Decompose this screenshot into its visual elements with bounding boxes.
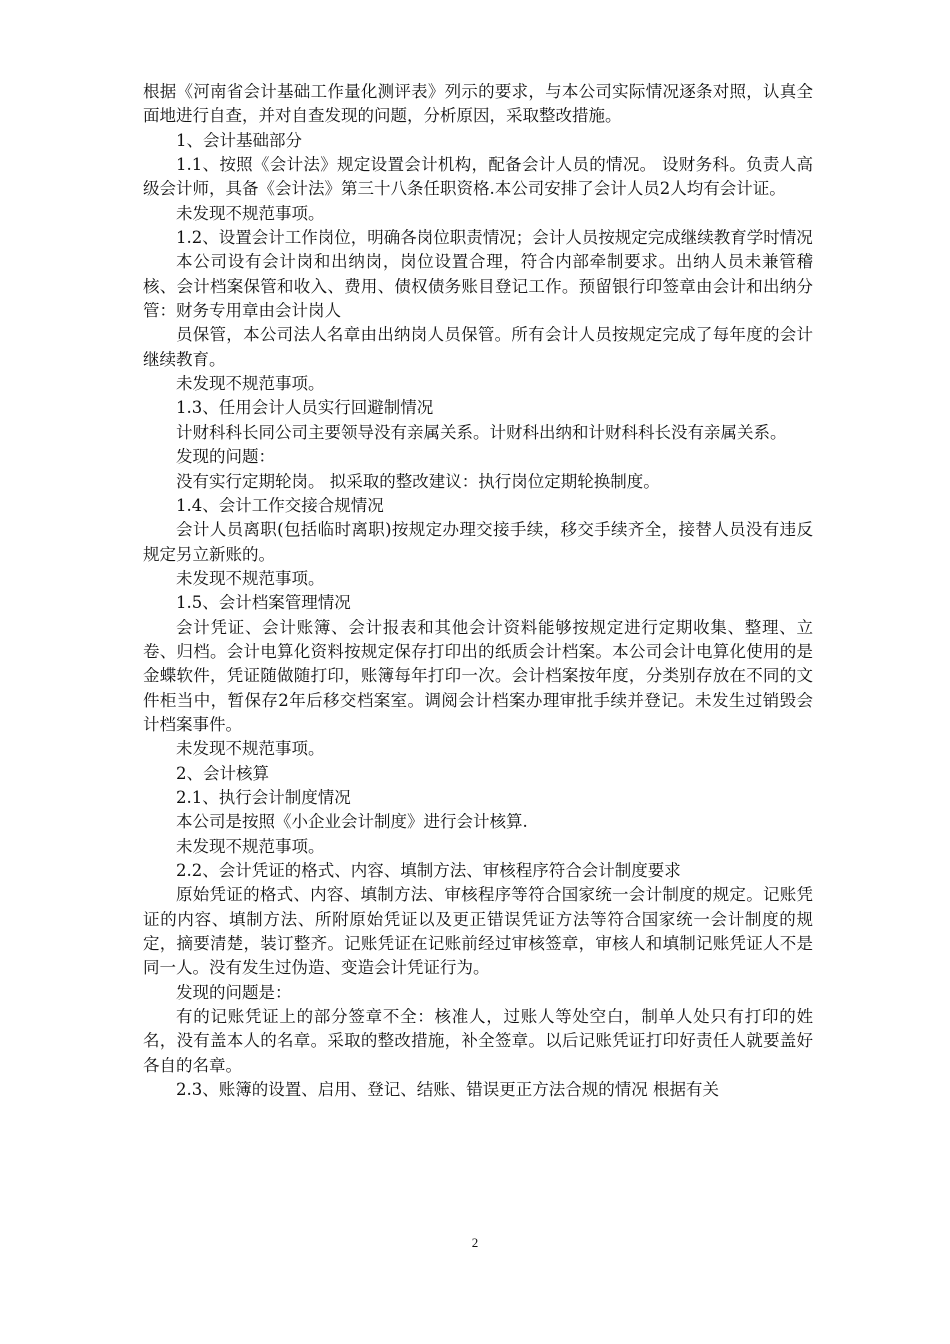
paragraph: 计财科科长同公司主要领导没有亲属关系。计财科出纳和计财科科长没有亲属关系。: [176, 422, 787, 442]
paragraph: 1.3、任用会计人员实行回避制情况: [176, 398, 434, 418]
paragraph: 1.4、会计工作交接合规情况: [176, 495, 384, 515]
paragraph: 原始凭证的格式、内容、填制方法、审核程序等符合国家统一会计制度的规定。记账凭证的内容、填制方法、所附原始凭证以及更正错误凭证方法等符合国家统一会计制度的规定，摘要清楚，装订整齐。记账凭证在记账前经过审核签章，审核人和填制记账凭证人不是同一人。没有发生过伪造、变造会计凭证行为。: [143, 885, 813, 978]
paragraph: 1.2、设置会计工作岗位，明确各岗位职责情况；会计人员按规定完成继续教育学时情况: [176, 228, 813, 248]
paragraph: 未发现不规范事项。: [176, 568, 325, 588]
paragraph: 2.1、执行会计制度情况: [176, 787, 351, 807]
paragraph: 未发现不规范事项。: [176, 739, 325, 759]
paragraph: 根据《河南省会计基础工作量化测评表》列示的要求，与本公司实际情况逐条对照，认真全面地进行自查，并对自查发现的问题，分析原因，采取整改措施。: [143, 82, 813, 126]
paragraph: 1.5、会计档案管理情况: [176, 593, 351, 613]
paragraph: 会计人员离职(包括临时离职)按规定办理交接手续，移交手续齐全，接替人员没有违反规定另立新账的。: [143, 520, 813, 564]
paragraph: 有的记账凭证上的部分签章不全：核准人，过账人等处空白，制单人处只有打印的姓名，没有盖本人的名章。采取的整改措施，补全签章。以后记账凭证打印好责任人就要盖好各自的名章。: [143, 1007, 813, 1075]
paragraph: 1.1、按照《会计法》规定设置会计机构，配备会计人员的情况。 设财务科。负责人高级会计师，具备《会计法》第三十八条任职资格.本公司安排了会计人员2人均有会计证。: [143, 155, 813, 199]
paragraph: 没有实行定期轮岗。 拟采取的整改建议：执行岗位定期轮换制度。: [176, 471, 660, 491]
paragraph: 1、会计基础部分: [176, 130, 302, 150]
paragraph: 2.2、会计凭证的格式、内容、填制方法、审核程序符合会计制度要求: [176, 861, 681, 880]
paragraph: 2、会计核算: [176, 763, 269, 783]
paragraph: 2.3、账簿的设置、启用、登记、结账、错误更正方法合规的情况 根据有关: [176, 1080, 719, 1100]
paragraph: 未发现不规范事项。: [176, 374, 325, 394]
paragraph: 未发现不规范事项。: [176, 203, 325, 223]
paragraph: 发现的问题是：: [176, 982, 292, 1002]
document-body: [143, 80, 813, 1102]
page-number: 2: [471, 1235, 479, 1250]
paragraph: 员保管，本公司法人名章由出纳岗人员保管。所有会计人员按规定完成了每年度的会计继续教育。: [143, 325, 813, 369]
paragraph: 本公司设有会计岗和出纳岗，岗位设置合理，符合内部牵制要求。出纳人员未兼管稽核、会计档案保管和收入、费用、债权债务账目登记工作。预留银行印签章由会计和出纳分管：财务专用章由会计岗人: [143, 252, 813, 321]
paragraph: 发现的问题：: [176, 447, 275, 467]
paragraph: 未发现不规范事项。: [176, 836, 325, 856]
paragraph: 本公司是按照《小企业会计制度》进行会计核算.: [176, 812, 528, 832]
paragraph: 会计凭证、会计账簿、会计报表和其他会计资料能够按规定进行定期收集、整理、立卷、归档。会计电算化资料按规定保存打印出的纸质会计档案。本公司会计电算化使用的是金蝶软件，凭证随做随打印，账簿每年打印一次。会计档案按年度，分类别存放在不同的文件柜当中，暂保存2年后移交档案室。调阅会计档案办理审批手续并登记。未发生过销毁会计档案事件。: [143, 617, 813, 734]
